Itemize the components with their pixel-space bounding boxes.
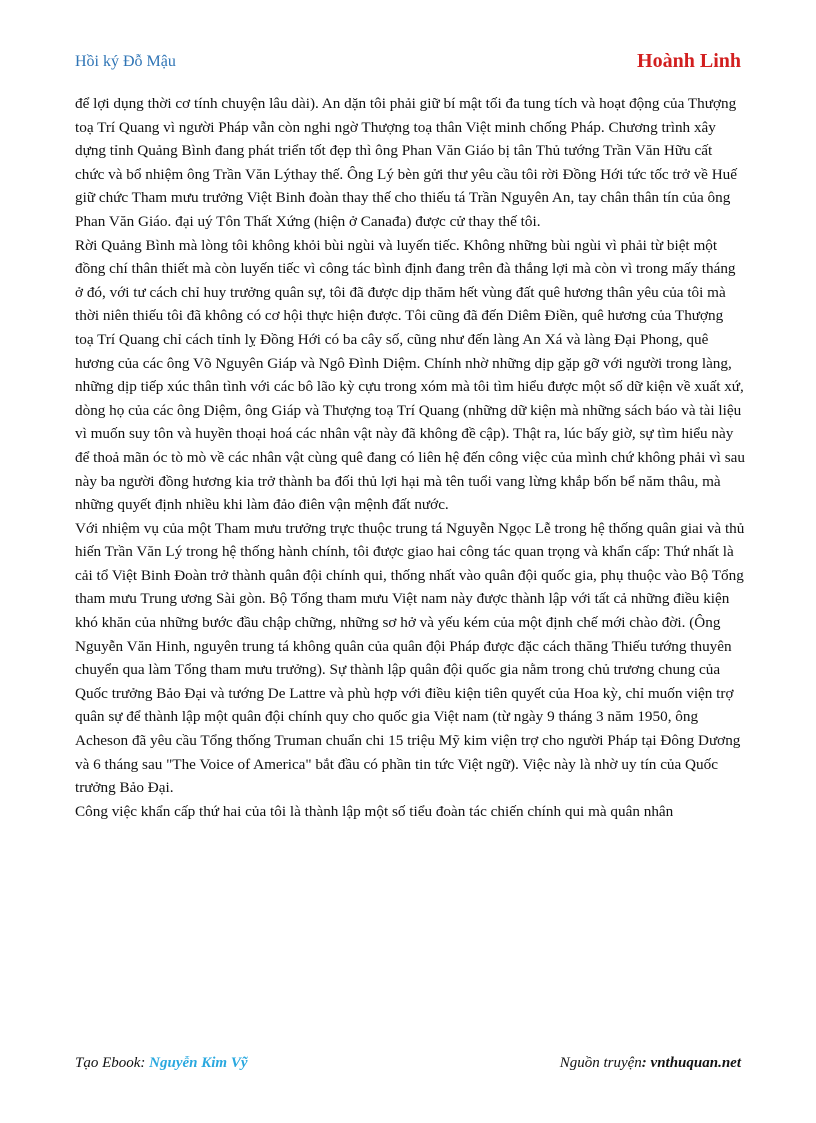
source-label: Nguồn truyện <box>559 1055 642 1071</box>
page-footer <box>75 1055 741 1077</box>
paragraph: Rời Quảng Bình mà lòng tôi không khỏi bùi ngùi và luyến tiếc. Không những bùi ngùi vì phải từ biệt một đồng chí thân thiết mà còn luyến tiếc vì công tác bình định đang trên đà thắng lợi mà còn vì trong mấy tháng ở đó, với tư cách chỉ huy trưởng quân sự, tôi đã được dịp thăm hết vùng đất quê hương thân yêu của tôi mà thời niên thiếu tôi đã không có cơ hội thực hiện được. Tôi cũng đã đến Diêm Điền, quê hương của Thượng toạ Trí Quang chỉ cách tỉnh lỵ Đồng Hới có ba cây số, cũng như đến làng An Xá và làng Đại Phong, quê hương của các ông Võ Nguyên Giáp và Ngô Đình Diệm. Chính nhờ những dịp gặp gỡ với người trong làng, những dịp tiếp xúc thân tình với các bô lão kỳ cựu trong xóm mà tôi tìm hiểu được một số dữ kiện về xuất xứ, dòng họ của các ông Diệm, ông Giáp và Thượng toạ Trí Quang (những dữ kiện mà những sách báo và tài liệu vì muốn suy tôn và huyền thoại hoá các nhân vật này đã không đề cập). Thật ra, lúc bấy giờ, sự tìm hiểu này để thoả mãn óc tò mò về các nhân vật cùng quê đang có liên hệ đến công việc của mình chứ không phải vì sau này ba người đồng hương kia trở thành ba đối thủ lợi hại mà tên tuổi vang lừng khắp bốn bể năm thâu, mà những quyết định nhiều khi làm đảo điên vận mệnh đất nước. <box>75 236 745 514</box>
paragraph: Với nhiệm vụ của một Tham mưu trưởng trực thuộc trung tá Nguyễn Ngọc Lễ trong hệ thống quân giai và thủ hiến Trần Văn Lý trong hệ thống hành chính, tôi được giao hai công tác quan trọng và khẩn cấp: Thứ nhất là cải tổ Việt Binh Đoàn trở thành quân đội chính qui, thống nhất vào quân đội quốc gia, phụ thuộc vào Bộ Tổng tham mưu Trung ương Sài gòn. Bộ Tổng tham mưu Việt nam này được thành lập với tất cả những điều kiện khó khăn của những bước đầu chập chững, những sơ hở và yếu kém của một định chế mới chào đời. (Ông Nguyễn Văn Hinh, nguyên trung tá không quân của quân đội Pháp được đặc cách thăng Thiếu tướng thuyên chuyển qua làm Tổng tham mưu trưởng). Sự thành lập quân đội quốc gia nằm trong chủ trương chung của Quốc trưởng Bảo Đại và tướng De Lattre và phù hợp với điều kiện tiên quyết của Hoa kỳ, chỉ muốn viện trợ quân sự để thành lập một quân đội chính quy cho quốc gia Việt nam (từ ngày 9 tháng 3 năm 1950, ông Acheson đã yêu cầu Tổng thống Truman chuẩn chi 15 triệu Mỹ kim viện trợ cho người Pháp tại Đông Dương và 6 tháng sau "The Voice of America" bắt đầu có phần tin tức Việt ngữ). Việc này là nhờ uy tín của Quốc trưởng Bảo Đại. <box>75 519 745 797</box>
creator-label: Tạo Ebook <box>75 1055 141 1071</box>
source-separator: : <box>641 1055 651 1071</box>
source-site-link[interactable]: vnthuquan.net <box>650 1055 741 1071</box>
author-name: Hoành Linh <box>637 50 741 72</box>
ebook-credit <box>75 1055 248 1072</box>
creator-separator: : <box>140 1055 150 1071</box>
page-body <box>75 92 745 823</box>
paragraph: để lợi dụng thời cơ tính chuyện lâu dài). An dặn tôi phải giữ bí mật tối đa tung tích và hoạt động của Thượng toạ Trí Quang vì người Pháp vẫn còn nghi ngờ Thượng toạ thân Việt minh chống Pháp. Chương trình xây dựng tỉnh Quảng Bình đang phát triển tốt đẹp thì ông Phan Văn Giáo bị tân Thủ tướng Trần Văn Hữu cất chức và bổ nhiệm ông Trần Văn Lýthay thế. Ông Lý bèn gửi thư yêu cầu tôi rời Đồng Hới tức tốc trở về Huế giữ chức Tham mưu trưởng Việt Binh đoàn thay thế cho thiếu tá Trần Nguyên An, tay chân thân tín của ông Phan Văn Giáo. đại uý Tôn Thất Xứng (hiện ở Canađa) được cử thay thế tôi. <box>75 95 738 230</box>
source-credit <box>560 1055 741 1072</box>
paragraph: Công việc khẩn cấp thứ hai của tôi là thành lập một số tiểu đoàn tác chiến chính qui mà quân nhân <box>75 802 674 820</box>
page-header <box>75 50 741 74</box>
creator-name: Nguyễn Kim Vỹ <box>149 1055 248 1071</box>
book-title: Hồi ký Đỗ Mậu <box>75 53 176 70</box>
